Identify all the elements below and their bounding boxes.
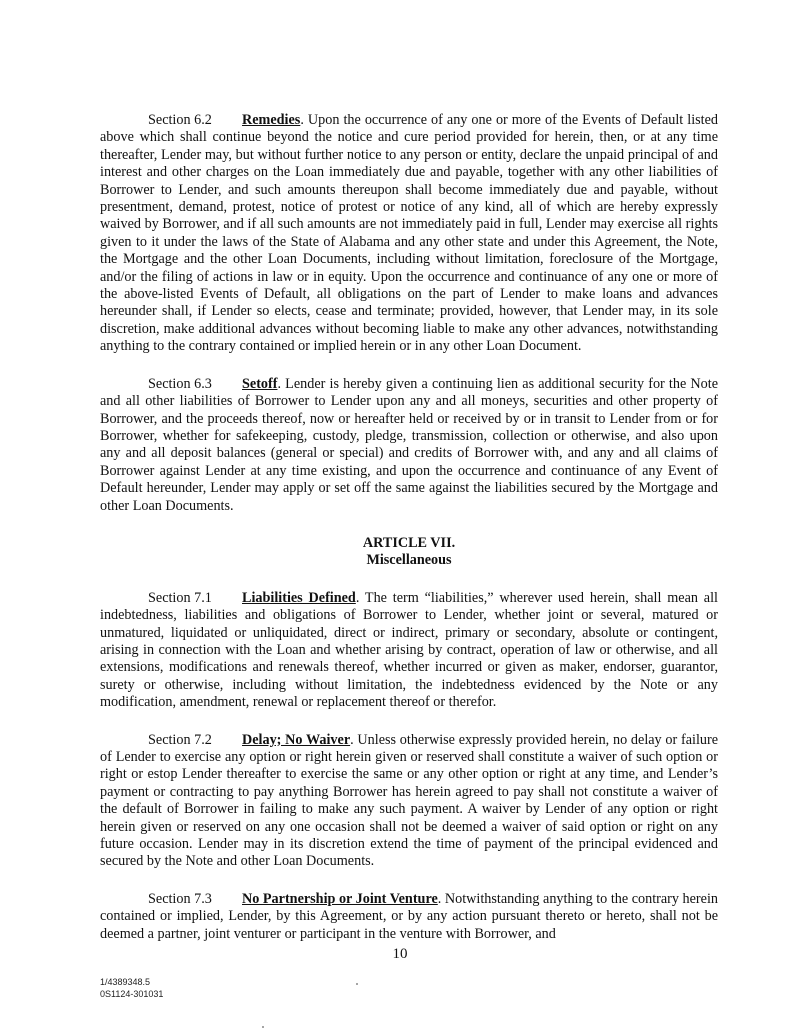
section-7-2	[100, 732, 718, 871]
page-number: 10	[392, 946, 408, 962]
section-number: Section 7.2	[148, 731, 212, 748]
section-6-2	[100, 112, 718, 356]
article-title: ARTICLE VII.	[362, 534, 456, 551]
section-6-3	[100, 376, 718, 515]
section-heading: No Partnership or Joint Venture	[242, 890, 438, 907]
document-page	[100, 112, 718, 943]
scan-speck	[262, 1026, 264, 1028]
section-7-1	[100, 590, 718, 712]
section-number: Section 7.3	[148, 890, 212, 907]
section-heading: Remedies	[242, 112, 301, 128]
section-heading: Delay; No Waiver	[242, 731, 351, 748]
section-body: . Upon the occurrence of any one or more of the Events of Default listed above which shall continue beyond the notice and cure period provided for herein, then, or at any time thereafter, Lender may, but without further notice to any person or entity, declare the unpaid principal of and interest and other charges on the Loan immediately due and payable, together with any other liabilities of Borrower to Lender, and such amounts thereupon shall become immediately due and payable, without presentment, demand, protest, notice of protest or notice of any kind, all of which are hereby expressly waived by Borrower, and if all such amounts are not immediately paid in full, Lender may exercise all rights given to it under the laws of the State of Alabama and any other state and under this Agreement, the Note, the Mortgage and the other Loan Documents, including without limitation, foreclosure of the Mortgage, and/or the filing of actions in law or in equity. Upon the occurrence and continuance of any one or more of the above-listed Events of Default, all obligations on the part of Lender to make loans and advances hereunder shall, if Lender so elects, cease and terminate; provided, however, that Lender may, in its sole discretion, make additional advances without becoming liable to make any other advances, notwithstanding anything to the contrary contained or implied herein or in any other Loan Document.	[100, 112, 718, 355]
section-body: . Unless otherwise expressly provided herein, no delay or failure of Lender to exercise any option or right herein given or reserved shall constitute a waiver of such option or right or estop Lender thereafter to exercise the same or any other option or right at any time, and Lender’s payment or contracting to pay anything Borrower has herein agreed to pay shall not constitute a waiver of the default of Borrower in failing to make any such payment. A waiver by Lender of any option or right herein given or reserved on any one occasion shall not be deemed a waiver of said option or right on any future occasion. Lender may in its discretion extend the time of payment of the principal evidenced and secured by the Note and other Loan Documents.	[100, 731, 718, 870]
section-heading: Liabilities Defined	[242, 589, 356, 606]
section-number: Section 6.3	[148, 375, 212, 392]
section-number: Section 6.2	[148, 112, 212, 128]
section-body: . Lender is hereby given a continuing lien as additional security for the Note and all other liabilities of Borrower to Lender upon any and all moneys, securities and other property of Borrower, and the proceeds thereof, now or hereafter held or received by or in transit to Lender from or for Borrower, whether for safekeeping, custody, pledge, transmission, collection or otherwise, and also upon any and all deposit balances (general or special) and credits of Borrower with, and any and all claims of Borrower against Lender at any time existing, and upon the occurrence and continuance of any Event of Default hereunder, Lender may apply or set off the same against the liabilities secured by the Mortgage and other Loan Documents.	[100, 375, 718, 514]
section-7-3	[100, 891, 718, 943]
article-subtitle: Miscellaneous	[366, 552, 452, 569]
document-id-block	[100, 976, 163, 1000]
section-body: . The term “liabilities,” wherever used herein, shall mean all indebtedness, liabilities and obligations of Borrower to Lender, whether joint or several, matured or unmatured, liquidated or unliquidated, direct or indirect, primary or secondary, absolute or contingent, arising in connection with the Loan and whether arising by contract, operation of law or otherwise, and all extensions, modifications and renewals thereof, whether incurred or given as maker, endorser, guarantor, surety or otherwise, including without limitation, the indebtedness evidenced by the Note or any modification, amendment, renewal or replacement thereof or therefor.	[100, 589, 718, 711]
section-number: Section 7.1	[148, 589, 212, 606]
section-body: . Notwithstanding anything to the contrary herein contained or implied, Lender, by this Agreement, or by any action pursuant thereto or hereto, shall not be deemed a partner, joint venturer or participant in the venture with Borrower, and	[100, 890, 718, 942]
matter-id: 0S1124-301031	[100, 989, 164, 999]
scan-speck	[356, 983, 358, 985]
document-id: 1/4389348.5	[100, 977, 151, 987]
section-heading: Setoff	[242, 375, 278, 392]
